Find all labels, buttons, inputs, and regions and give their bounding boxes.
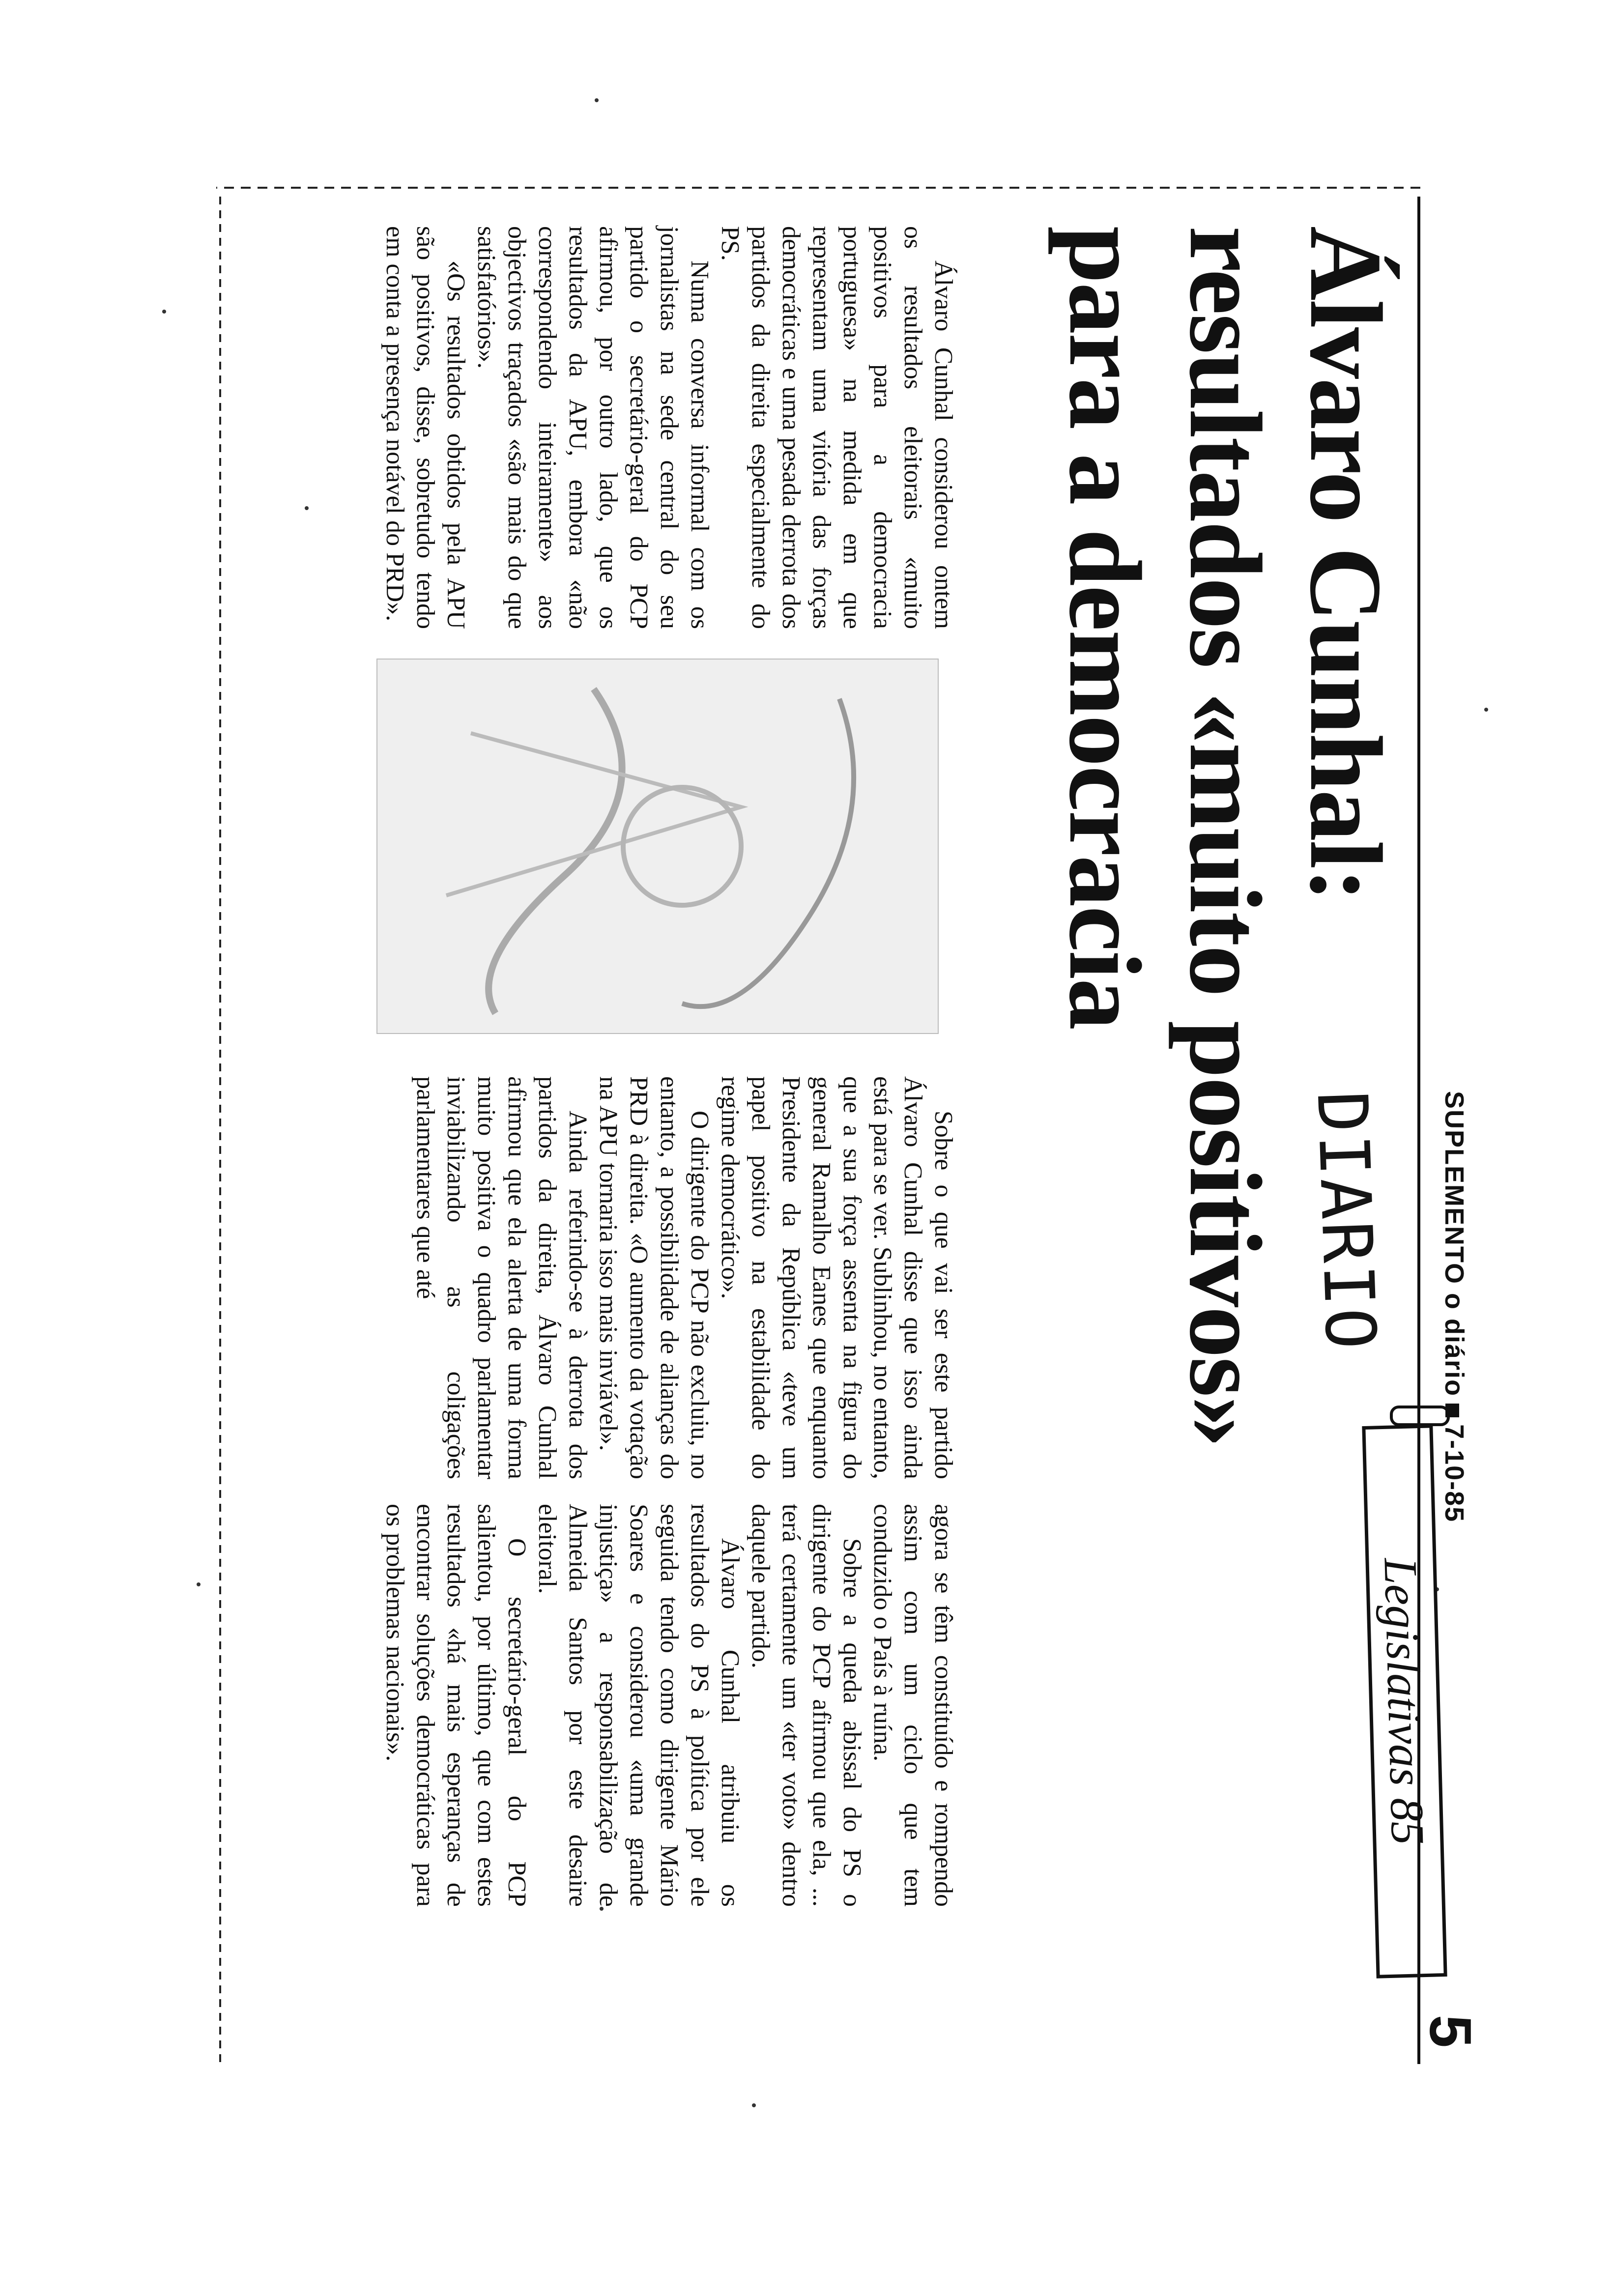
paragraph: Sobre o que vai ser este partido Álvaro Cunhal disse que isso ainda está para se ver. Sublinhou, no entanto, que a sua força assenta na figura do general Ramalho Eanes que enquanto Presidente da República «teve um papel positivo na estabilidade do regime democrático». [716, 1076, 957, 1479]
headline-line-3: para a democracia [1048, 226, 1162, 1029]
page-number: 5 [1417, 2015, 1483, 2048]
headline-line-2: resultados «muito positivos» [1168, 226, 1282, 1447]
paragraph: Sobre a queda abissal do PS o dirigente do PCP afirmou que ela, ... terá certamente um «ter voto» dentro daquele partido. [747, 1504, 866, 1907]
handwritten-note: DIARIO [1301, 1090, 1391, 1353]
headline-line-1: Álvaro Cunhal: [1289, 226, 1403, 902]
paragraph: O dirigente do PCP não excluiu, no entanto, a possibilidade de alianças do PRD à direita. «O aumento da votação na APU tornaria isso mais inviável». [594, 1076, 714, 1479]
supplement-text: SUPLEMENTO o diário [1439, 1091, 1469, 1397]
torn-edge [216, 187, 1420, 189]
paragraph: agora se têm constituído e rompendo assim com um ciclo que tem conduzido o País à ruína. [868, 1504, 957, 1907]
paragraph: O secretário-geral do PCP salientou, por último, que com estes resultados «há mais esperanças de encontrar soluções democráticas para os problemas nacionais». [381, 1504, 531, 1907]
photo-placeholder-icon [377, 660, 938, 1033]
article-column-2 [410, 1076, 958, 1479]
issue-date: 7-10-85 [1439, 1424, 1469, 1523]
bottom-cut-edge [219, 197, 221, 2064]
paragraph: Álvaro Cunhal considerou ontem os resultados eleitorais «muito positivos para a democracia portuguesa» na medida em que representam uma vitória das forças democráticas e uma pesada derrota dos partidos da direita especialmente do PS. [716, 226, 957, 629]
clipping-content [216, 167, 1483, 2054]
paragraph: Ainda referindo-se à derrota dos partidos da direita, Álvaro Cunhal afirmou que ela alerta de uma forma muito positiva o quadro parlamentar inviabilizando as coligações parlamentares que até [411, 1076, 592, 1479]
article-column-1 [381, 226, 958, 629]
paragraph: Álvaro Cunhal atribuiu os resultados do PS à política por ele seguida tendo como dirigente Mário Soares e considerou «uma grande injustiça» a responsabilização de Almeida Santos por este desaire eleitoral. [533, 1504, 744, 1907]
article-photo [376, 659, 939, 1034]
article-column-3 [379, 1504, 958, 1907]
section-tag [1362, 1424, 1447, 1978]
paragraph: «Os resultados obtidos pela APU são positivos, disse, sobretudo tendo em conta a presença notável do PRD». [381, 226, 470, 629]
paragraph: Numa conversa informal com os jornalistas na sede central do seu partido o secretário-geral do PCP afirmou, por outro lado, que os resultados da APU, embora «não correspondendo inteiramente» aos objectivos traçados «são mais do que satisfatórios». [472, 226, 714, 629]
section-tag-text: Legislativas 85 [1374, 1557, 1435, 1846]
